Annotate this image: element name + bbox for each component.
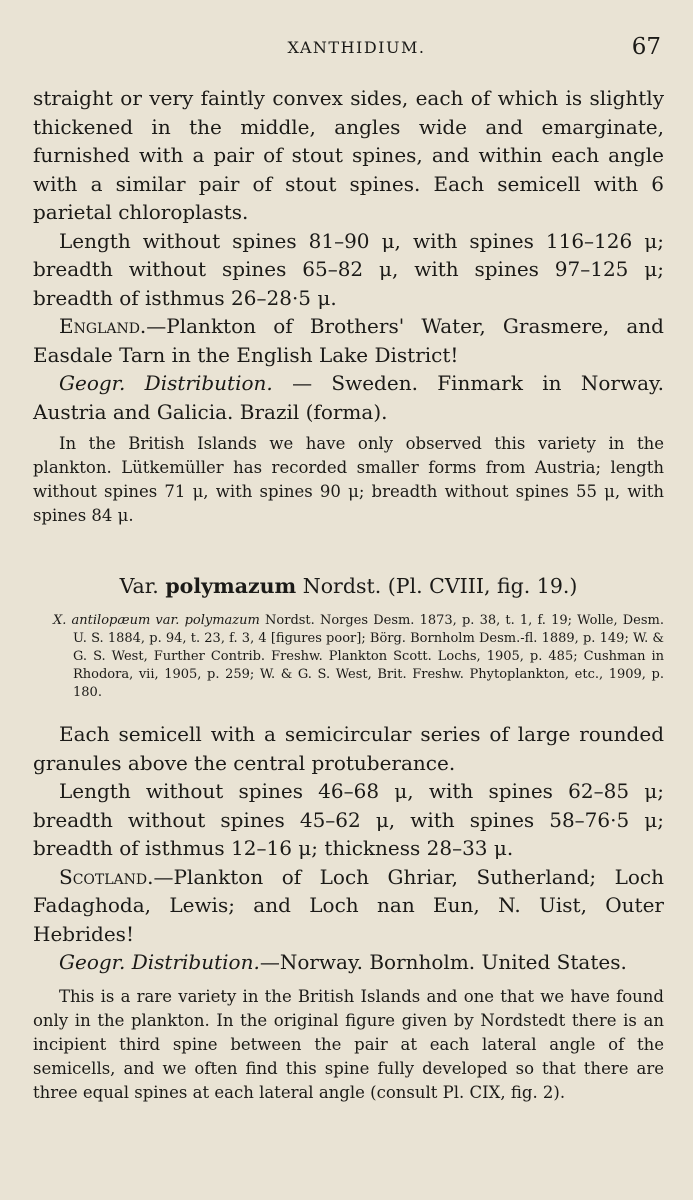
scotland-distribution bbox=[33, 863, 664, 949]
description-paragraph: straight or very faintly convex sides, each of which is slightly thickened in the middle, angles wide and emarginate, furnished with a pair of stout spines, and within each angle with a similar pair of stout spines. Each semicell with 6 parietal chloroplasts. bbox=[33, 86, 664, 224]
references-taxon: X. antilopæum var. polymazum bbox=[53, 613, 260, 628]
geographic-distribution bbox=[33, 369, 664, 426]
running-head: XANTHIDIUM. bbox=[287, 38, 426, 57]
variety-geogr-text: —Norway. Bornholm. United States. bbox=[259, 950, 627, 974]
geogr-label: Geogr. Distribution. bbox=[59, 371, 273, 395]
references-text: Nordst. Norges Desm. 1873, p. 38, t. 1, f. 19; Wolle, Desm. U. S. 1884, p. 94, t. 23, f. 3, 4 [figures poor]; Börg. Bornholm Desm.-fl. 1889, p. 149; W. & G. S. West, Further Contrib. Freshw. Plankton Scott. Lochs, 1905, p. 485; Cushman in Rhodora, vii, 1905, p. 259; W. & G. S. West, Brit. Freshw. Phytoplankton, etc., 1909, p. 180. bbox=[73, 613, 665, 700]
variety-name: polymazum bbox=[165, 574, 297, 598]
variety-geographic-distribution bbox=[33, 948, 664, 977]
england-text: —Plankton of Brothers' Water, Grasmere, and Easdale Tarn in the English Lake District! bbox=[33, 314, 664, 367]
measurements-paragraph: Length without spines 81–90 μ, with spines 116–126 μ; breadth without spines 65–82 μ, with spines 97–125 μ; breadth of isthmus 26–28·5 μ. bbox=[33, 228, 664, 310]
variety-geogr-label: Geogr. Distribution. bbox=[59, 950, 260, 974]
scotland-label: Scotland. bbox=[59, 864, 154, 889]
page-number: 67 bbox=[631, 34, 661, 60]
variety-suffix: Nordst. (Pl. CVIII, fig. 19.) bbox=[302, 574, 578, 598]
variety-note: This is a rare variety in the British Islands and one that we have found only in the plankton. In the original figure given by Nordstedt there is an incipient third spine between the pair at each lateral angle of the semicells, and we often find this spine fully developed so that there are three equal spines at each lateral angle (consult Pl. CIX, fig. 2). bbox=[33, 986, 664, 1102]
page-header bbox=[0, 34, 693, 64]
scotland-text: —Plankton of Loch Ghriar, Sutherland; Loch Fadaghoda, Lewis; and Loch nan Eun, N. Uist, Outer Hebrides! bbox=[33, 864, 664, 946]
variety-prefix: Var. bbox=[119, 574, 159, 598]
variety-measurements: Length without spines 46–68 μ, with spines 62–85 μ; breadth without spines 45–62 μ, with spines 58–76·5 μ; breadth of isthmus 12–16 μ; thickness 28–33 μ. bbox=[33, 779, 664, 860]
references-paragraph bbox=[33, 612, 664, 702]
variety-description: Each semicell with a semicircular series of large rounded granules above the central protuberance. bbox=[33, 722, 664, 775]
geogr-text: — Sweden. Finmark in Norway. Austria and Galicia. Brazil (forma). bbox=[33, 371, 664, 424]
england-distribution bbox=[33, 312, 664, 369]
note-paragraph: In the British Islands we have only observed this variety in the plankton. Lütkemüller has recorded smaller forms from Austria; length without spines 71 μ, with spines 90 μ; breadth without spines 55 μ, with spines 84 μ. bbox=[33, 434, 664, 525]
page-body bbox=[33, 84, 664, 1105]
england-label: England. bbox=[59, 314, 147, 338]
variety-heading bbox=[33, 574, 664, 598]
